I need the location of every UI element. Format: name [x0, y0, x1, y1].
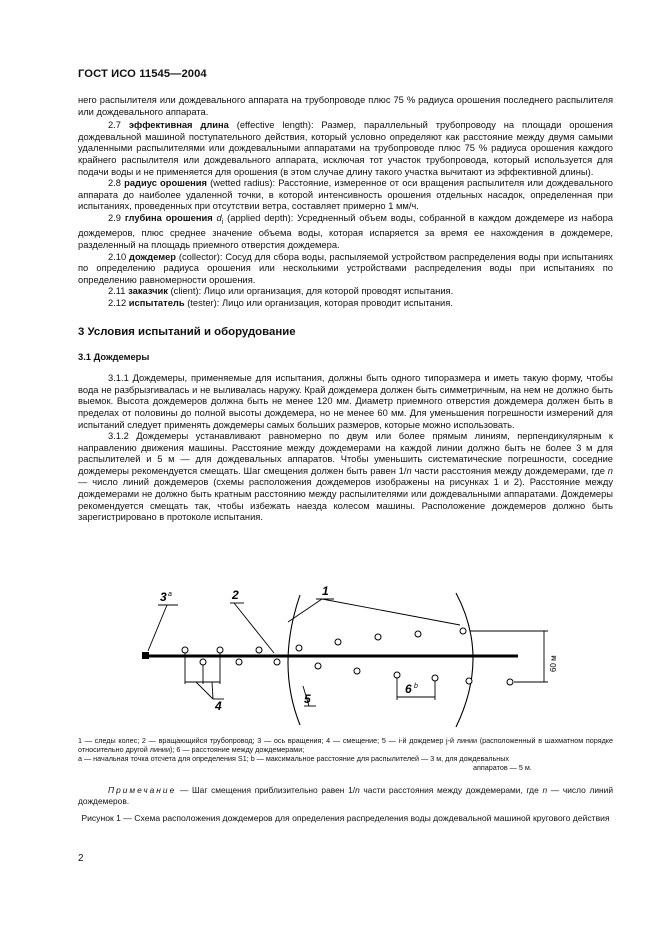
definition-text: (applied depth): Усредненный объем воды, собранной в каждом дождемере из набора дождемеров, плюс среднее значение объема воды, которая испаряется за время ее нахождения в дождемере, разделенный на площадь приемного отверстия дождемера.: [78, 212, 613, 250]
clause-number: 2.7: [108, 120, 121, 131]
definition-2-10: [78, 252, 613, 287]
definition-2-11: [78, 286, 613, 298]
wheel-track: [456, 593, 473, 727]
definition-2-8: [78, 178, 613, 213]
term: дождемер: [129, 251, 177, 262]
figure-1: [78, 585, 618, 735]
label-4: 4: [215, 699, 222, 713]
wheel-track: [288, 595, 300, 725]
variable-n: n: [542, 785, 548, 795]
collector: [296, 645, 302, 651]
note-paragraph: [78, 785, 613, 807]
label-2: 2: [232, 588, 239, 602]
collector: [507, 679, 513, 685]
collector: [460, 628, 466, 634]
clause-3-1-1: 3.1.1 Дождемеры, применяемые для испытания, должны быть одного типоразмера и иметь такую форму, чтобы вода не разбрызгивалась и не выливалась наружу. Край дождемера должен быть симметричным, на нем не должно быть выемок. Высота дождемеров должна быть не менее 120 мм. Диаметр приемного отверстия дождемера должен быть в пределах от половины до полной высоты дождемера, но не менее 60 мм. Для уменьшения погрешности измерений для испытаний следует применять дождемеры самых больших размеров, которые можно использовать.: [78, 373, 613, 430]
subsection-heading: 3.1 Дождемеры: [78, 351, 150, 362]
collector: [200, 659, 206, 665]
section-heading: 3 Условия испытаний и оборудование: [78, 325, 296, 338]
legend-line: аппаратов — 5 м.: [473, 763, 532, 772]
clause-text: — число линий дождемеров (схемы расположения дождемеров изображены на рисунках 1 и 2). Расстояние между дождемерами не должно быть кратным расстоянию между распылителями или дождевальными аппаратами. Дождемеры рекомендуется смещать так, чтобы избежать наезда колесом машины. Расположение дождемеров должно быть зарегистрировано в протоколе испытания.: [78, 477, 613, 523]
definition-2-9: [78, 213, 613, 252]
collector: [375, 634, 381, 640]
variable-n: n: [355, 785, 360, 795]
term: радиус орошения: [124, 178, 207, 189]
clause-number: 2.8: [108, 178, 121, 189]
note-text: части расстояния между дождемерами, где: [359, 785, 543, 795]
variable-n: n: [406, 465, 412, 476]
clause-number: 2.12: [108, 297, 127, 308]
term: заказчик: [128, 286, 168, 297]
collector: [217, 647, 223, 653]
clause-text: части расстояния между дождемерами, где: [411, 465, 608, 476]
collector: [335, 639, 341, 645]
note-text: — Шаг смещения приблизительно равен 1/: [176, 785, 356, 795]
definition-text: (collector): Сосуд для сбора воды, распыляемой устройством распределения воды при испытаниях по определению радиуса орошения или несколькими устройствами распределения воды при испытаниях по определению равномерности орошения.: [78, 251, 613, 285]
label-6: 6: [405, 682, 412, 696]
clause-3-1-2: [78, 431, 613, 524]
clause-number: 2.10: [108, 251, 127, 262]
collector: [432, 675, 438, 681]
label-60m: 60 м: [549, 655, 558, 672]
symbol-subscript: i: [221, 218, 224, 226]
collector: [415, 631, 421, 637]
collector-layout-diagram: [78, 585, 618, 735]
figure-legend: [78, 736, 613, 772]
label-3: 3: [160, 590, 167, 604]
page-number: 2: [78, 853, 84, 864]
clause-number: 2.9: [108, 212, 121, 223]
term: глубина орошения: [124, 212, 213, 223]
collectors-row-1: [182, 628, 466, 653]
label-3-superscript: a: [168, 591, 172, 598]
note-label: Примечание: [108, 785, 177, 795]
clause-text: 3.1.2 Дождемеры устанавливают равномерно по двум или более прямым линиям, перпендикулярным к направлению движения машины. Расстояние между дождемерами на каждой линии должно быть не более 3 м для распылителей и 5 м — для дождевальных аппаратов. Чтобы уменьшить систематические погрешности, соседние дождемеры рекомендуется смещать. Шаг смещения должен быть равен 1/: [78, 431, 613, 476]
figure-caption: Рисунок 1 — Схема расположения дождемеров для определения распределения воды дождевальной машиной кругового действия: [81, 813, 610, 823]
document-body: [78, 95, 613, 524]
collector: [394, 672, 400, 678]
pivot-point: [142, 652, 149, 659]
definition-text: (tester): Лицо или организация, которая проводит испытания.: [184, 297, 453, 308]
collector: [256, 647, 262, 653]
definition-text: (wetted radius): Расстояние, измеренное от оси вращения распылителя или дождевального аппарата до наиболее удаленной точки, в которой интенсивность орошения отдельных насадок, определенная при испытаниях, проведенных при отсутствии ветра, составляет примерно 1 мм/ч.: [78, 178, 613, 212]
collector: [236, 659, 242, 665]
note-text: — число линий дождемеров.: [78, 785, 613, 806]
collector: [354, 668, 360, 674]
collectors-row-2: [200, 659, 513, 685]
label-5: 5: [304, 692, 311, 706]
collector: [315, 663, 321, 669]
legend-line: 1 — следы колес; 2 — вращающийся трубопровод; 3 — ось вращения; 4 — смещение; 5 — i-й дождемер j-й линии (расположенный в шахматном порядке относительно другой линии); 6 — расстояние между дождемерами;: [78, 736, 613, 754]
clause-number: 2.11: [108, 286, 126, 297]
definition-text: (effective length): Размер, параллельный трубопроводу на площади орошения дождевальной машиной поступательного действия, который условно определяют как расстояние между двумя самыми удаленными распылителями или дождевальными аппаратами на трубопроводе плюс 75 % радиуса орошения каждого крайнего распылителя или дождевального аппарата, исключая тот участок трубопровода, который используется для подачи воды и не применяется для орошения (в этом случае длину такого участка вычитают из эффективной длины).: [78, 120, 613, 177]
symbol: d: [212, 212, 222, 223]
definition-2-7: [78, 120, 613, 178]
label-6-superscript: b: [414, 683, 418, 690]
document-header: ГОСТ ИСО 11545—2004: [78, 68, 207, 80]
definition-2-12: [78, 298, 613, 310]
definition-text: (client): Лицо или организация, для которой проводят испытания.: [167, 286, 454, 297]
legend-line: a — начальная точка отсчета для определения S1; b — максимальное расстояние для распылителей — 3 м, для дождевальных: [78, 754, 509, 763]
variable-n: n: [607, 465, 613, 476]
label-1: 1: [322, 585, 329, 598]
collector: [466, 678, 472, 684]
term: эффективная длина: [128, 120, 229, 131]
collector: [274, 659, 280, 665]
collector: [182, 647, 188, 653]
figure-note: [78, 785, 613, 807]
term: испытатель: [128, 297, 185, 308]
paragraph-continuation: него распылителя или дождевального аппарата на трубопроводе плюс 75 % радиуса орошения последнего распылителя или дождевального аппарата.: [78, 95, 613, 117]
